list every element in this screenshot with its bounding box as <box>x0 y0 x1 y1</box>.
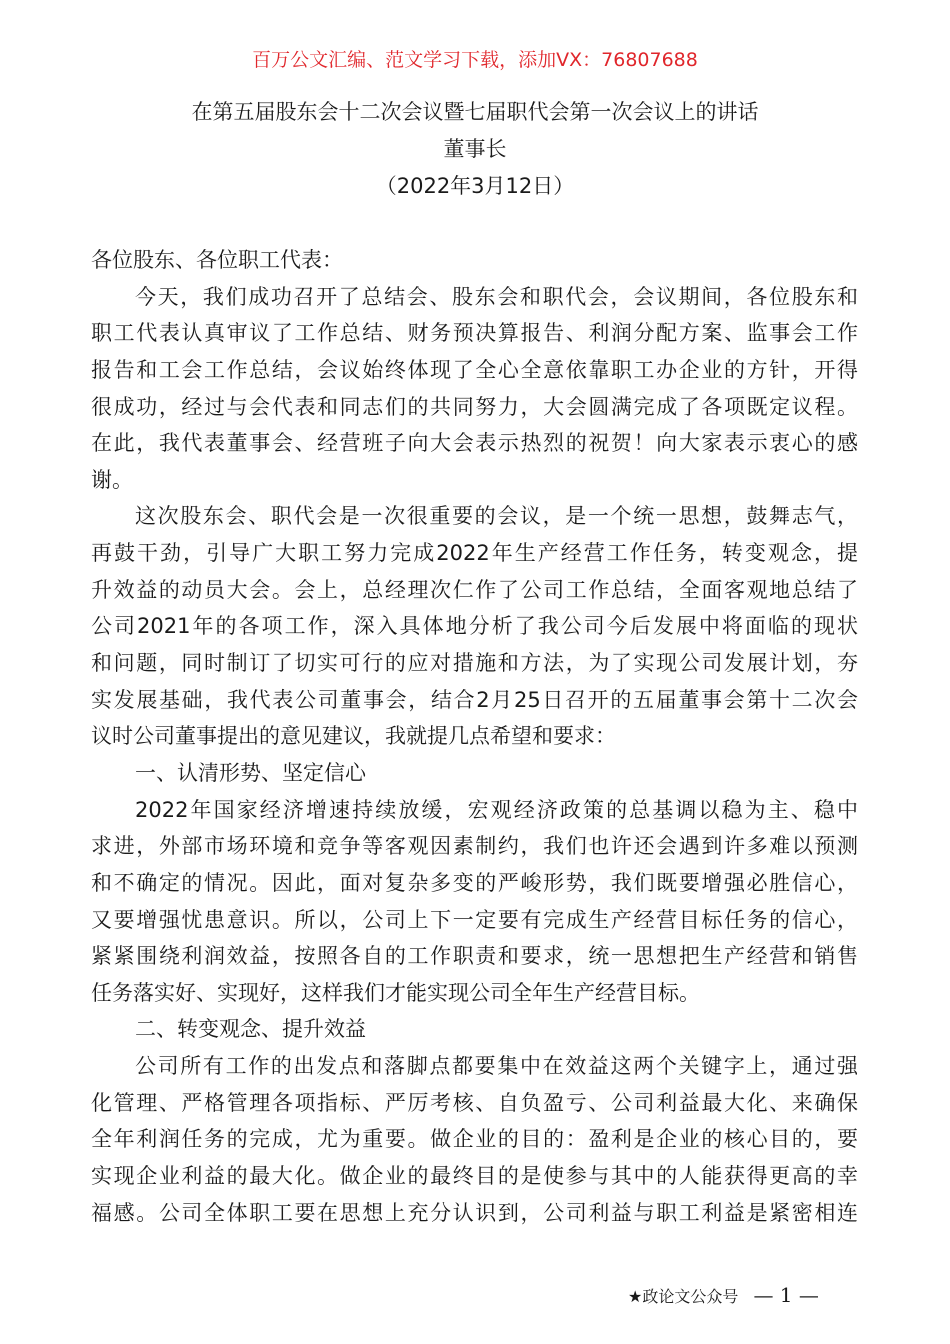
paragraph-line: 议时公司董事提出的意见建议，我就提几点希望和要求： <box>91 724 616 749</box>
paragraph-line: 公司所有工作的出发点和落脚点都要集中在效益这两个关键字上，通过强 <box>135 1054 858 1079</box>
paragraph-line: 这次股东会、职代会是一次很重要的会议，是一个统一思想，鼓舞志气， <box>135 504 858 529</box>
paragraph-line: 实现企业利益的最大化。做企业的最终目的是使参与其中的人能获得更高的幸 <box>91 1164 858 1189</box>
section-heading: 二、转变观念、提升效益 <box>135 1017 366 1042</box>
paragraph-line: 求进，外部市场环境和竞争等客观因素制约，我们也许还会遇到许多难以预测 <box>91 834 858 859</box>
paragraph-line: 报告和工会工作总结，会议始终体现了全心全意依靠职工办企业的方针，开得 <box>91 357 858 382</box>
document-title: 在第五届股东会十二次会议暨七届职代会第一次会议上的讲话 <box>191 100 759 124</box>
paragraph-line: 升效益的动员大会。会上，总经理次仁作了公司工作总结，全面客观地总结了 <box>91 577 858 602</box>
page-number: — 1 — <box>753 1283 819 1307</box>
speaker-role: 董事长 <box>443 137 507 161</box>
paragraph-line: 福感。公司全体职工要在思想上充分认识到，公司利益与职工利益是紧密相连 <box>91 1200 858 1225</box>
paragraph-line: 实发展基础，我代表公司董事会，结合2月25日召开的五届董事会第十二次会 <box>91 687 858 712</box>
paragraph-line: 化管理、严格管理各项指标、严厉考核、自负盈亏、公司利益最大化、来确保 <box>91 1090 858 1115</box>
paragraph-line: 职工代表认真审议了工作总结、财务预决算报告、利润分配方案、监事会工作 <box>91 321 858 346</box>
paragraph-line: 再鼓干劲，引导广大职工努力完成2022年生产经营工作任务，转变观念，提 <box>91 541 858 566</box>
document-body <box>91 242 858 1231</box>
paragraph-line: 2022年国家经济增速持续放缓，宏观经济政策的总基调以稳为主、稳中 <box>135 797 858 822</box>
salutation: 各位股东、各位职工代表： <box>91 248 343 272</box>
footer-source: ★政论文公众号 <box>628 1287 739 1306</box>
paragraph-line: 公司2021年的各项工作，深入具体地分析了我公司今后发展中将面临的现状 <box>91 614 858 639</box>
page-footer <box>628 1282 819 1310</box>
paragraph-line: 全年利润任务的完成，尤为重要。做企业的目的：盈利是企业的核心目的，要 <box>91 1127 858 1152</box>
paragraph-line: 任务落实好、实现好，这样我们才能实现公司全年生产经营目标。 <box>91 980 700 1005</box>
speech-date: （2022年3月12日） <box>375 174 575 198</box>
paragraph-line: 今天，我们成功召开了总结会、股东会和职代会，会议期间，各位股东和 <box>135 284 858 309</box>
paragraph-line: 在此，我代表董事会、经营班子向大会表示热烈的祝贺！向大家表示衷心的感 <box>91 431 858 456</box>
paragraph-line: 和不确定的情况。因此，面对复杂多变的严峻形势，我们既要增强必胜信心， <box>91 870 858 895</box>
paragraph-line: 紧紧围绕利润效益，按照各自的工作职责和要求，统一思想把生产经营和销售 <box>91 944 858 969</box>
paragraph-line: 谢。 <box>91 467 133 492</box>
paragraph-line: 又要增强忧患意识。所以，公司上下一定要有完成生产经营目标任务的信心， <box>91 907 858 932</box>
section-heading: 一、认清形势、坚定信心 <box>135 760 366 785</box>
paragraph-line: 和问题，同时制订了切实可行的应对措施和方法，为了实现公司发展计划，夯 <box>91 651 858 676</box>
watermark-banner: 百万公文汇编、范文学习下载，添加VX：76807688 <box>252 49 698 71</box>
paragraph-line: 很成功，经过与会代表和同志们的共同努力，大会圆满完成了各项既定议程。 <box>91 394 858 419</box>
